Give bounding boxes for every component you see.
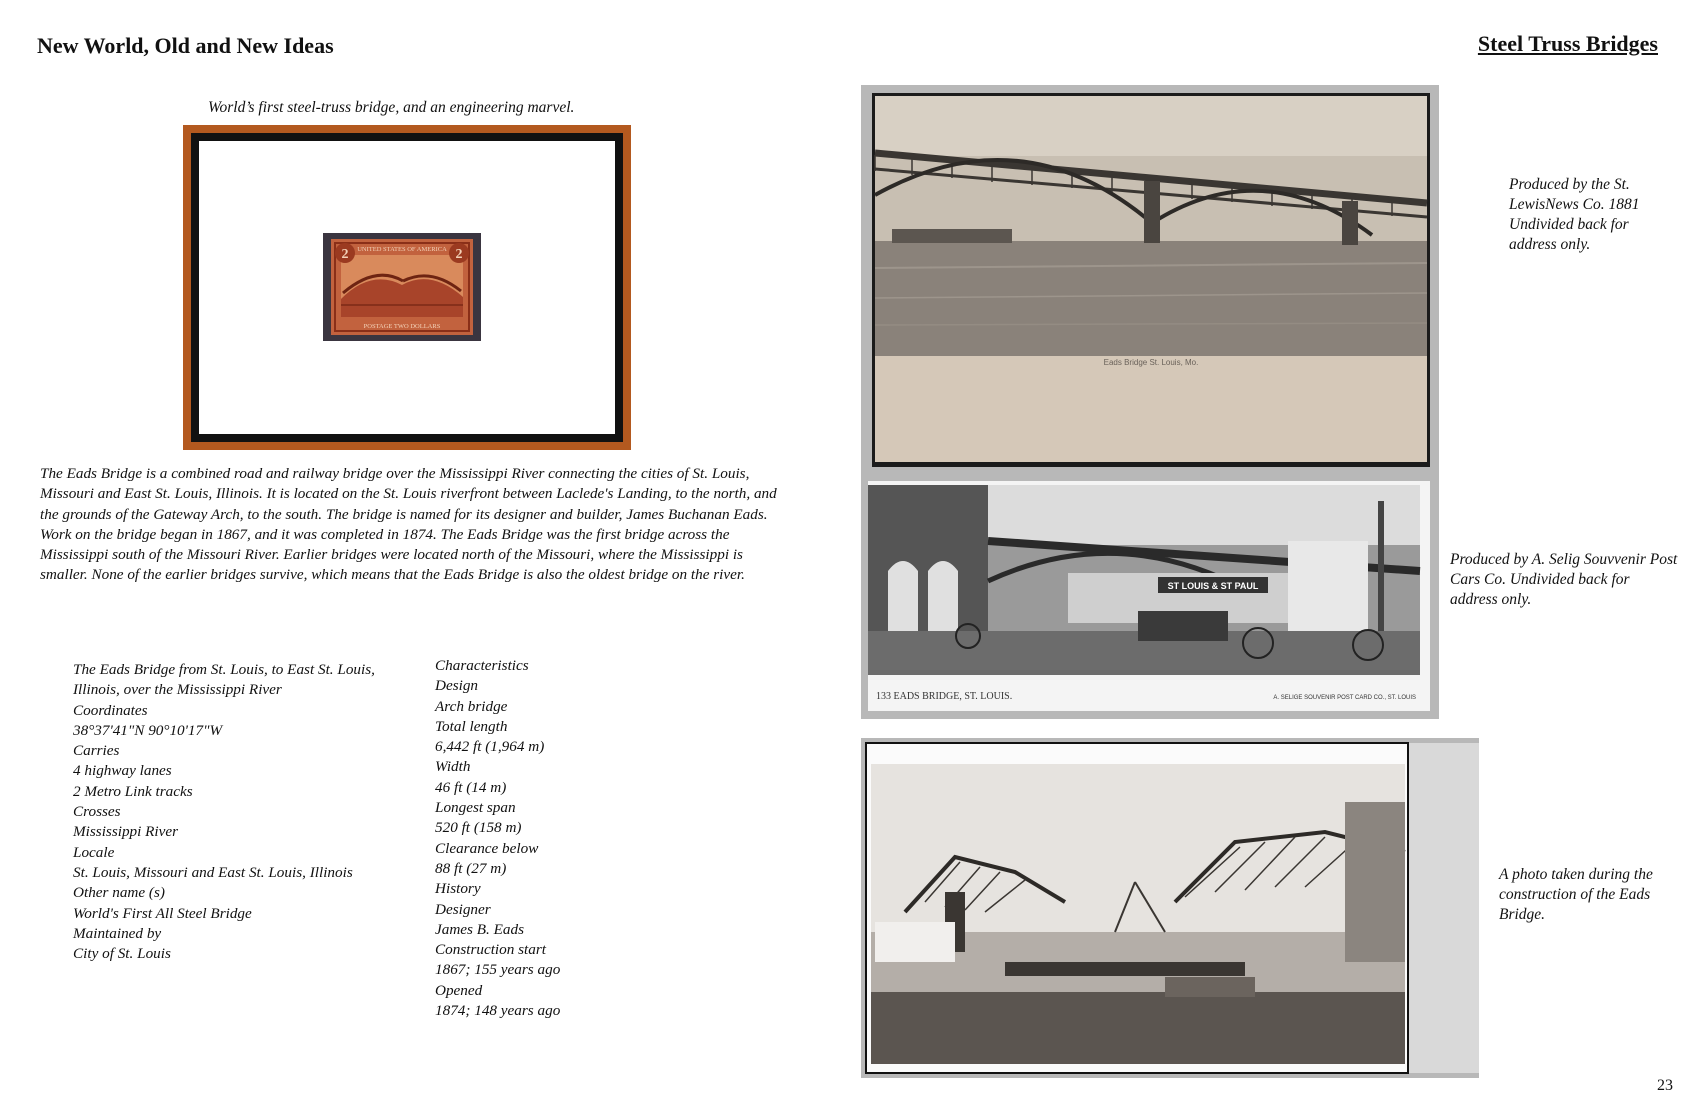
fact-line: Illinois, over the Mississippi River [73, 681, 282, 699]
fact-line: Total length [435, 717, 508, 735]
fact-line: 46 ft (14 m) [435, 778, 507, 796]
fact-line: Other name (s) [73, 884, 165, 902]
svg-text:2: 2 [455, 247, 463, 262]
postcard-2 [868, 481, 1430, 711]
postcard-1-note: Produced by the St. LewisNews Co. 1881 Undivided back for address only. [1509, 176, 1640, 253]
fact-line: Designer [435, 900, 491, 918]
fact-line: 1874; 148 years ago [435, 1002, 561, 1020]
fact-line: Coordinates [73, 701, 148, 719]
svg-text:Eads Bridge St. Louis, Mo.: Eads Bridge St. Louis, Mo. [1103, 358, 1199, 367]
svg-text:ST LOUIS & ST PAUL: ST LOUIS & ST PAUL [1167, 581, 1259, 591]
fact-line: Arch bridge [435, 697, 508, 715]
fact-line: City of St. Louis [73, 945, 171, 963]
fact-line: Longest span [435, 799, 516, 817]
fact-line: Maintained by [73, 924, 162, 942]
fact-line: 1867; 155 years ago [435, 961, 561, 979]
page-title: New World, Old and New Ideas [37, 33, 334, 58]
fact-line: Clearance below [435, 839, 539, 857]
section-title: Steel Truss Bridges [1477, 31, 1658, 56]
stamp-frame [183, 125, 631, 450]
facts-list-left [73, 660, 375, 964]
fact-line: 88 ft (27 m) [435, 859, 507, 877]
fact-line: Width [435, 758, 471, 776]
facts-list-right [435, 656, 560, 1021]
postcard-2-note: Produced by A. Selig Souvvenir Post Cars Co. Undivided back for address only. [1450, 551, 1678, 608]
fact-line: Mississippi River [73, 823, 179, 841]
svg-text:133 EADS BRIDGE, ST. LOUIS.: 133 EADS BRIDGE, ST. LOUIS. [876, 691, 1013, 702]
fact-line: 38°37'41"N 90°10'17"W [73, 721, 223, 739]
stamp-mount [323, 233, 481, 341]
fact-line: 520 ft (158 m) [435, 819, 522, 837]
fact-line: Construction start [435, 941, 546, 959]
fact-line: Locale [73, 843, 115, 861]
svg-text:A. SELIGE SOUVENIR POST CARD C: A. SELIGE SOUVENIR POST CARD CO., ST. LOUIS [1273, 695, 1416, 701]
svg-text:UNITED STATES OF AMERICA: UNITED STATES OF AMERICA [357, 246, 447, 253]
fact-line: 6,442 ft (1,964 m) [435, 738, 545, 756]
fact-line: Design [435, 677, 479, 695]
fact-line: World's First All Steel Bridge [73, 904, 252, 922]
photo-frame [861, 738, 1479, 1078]
postcard-1 [872, 93, 1430, 467]
svg-text:POSTAGE TWO DOLLARS: POSTAGE TWO DOLLARS [363, 323, 441, 330]
fact-line: 2 Metro Link tracks [73, 782, 193, 800]
construction-photo [865, 742, 1409, 1074]
bridge-description: The Eads Bridge is a combined road and railway bridge over the Mississippi River connecting the cities of St. Louis, Missouri and East St. Louis, Illinois. It is located on the St. Louis riverfront between Laclede's Landing, to the north, and the grounds of the Gateway Arch, to the south. The bridge is named for its designer and builder, James Buchanan Eads. Work on the bridge began in 1867, and it was completed in 1874. The Eads Bridge was the first bridge across the Mississippi south of the Missouri River. Earlier bridges were located north of the Missouri, where the Mississippi is smaller. None of the earlier bridges survive, which means that the Eads Bridge is also the oldest bridge on the river. [40, 465, 777, 584]
fact-line: Crosses [73, 803, 121, 821]
fact-line: 4 highway lanes [73, 762, 172, 780]
stamp-caption: World’s first steel-truss bridge, and an engineering marvel. [208, 99, 575, 116]
fact-line: St. Louis, Missouri and East St. Louis, Illinois [73, 863, 353, 881]
fact-line: James B. Eads [435, 920, 524, 938]
fact-line: The Eads Bridge from St. Louis, to East St. Louis, [73, 661, 375, 678]
fact-line: Opened [435, 981, 483, 999]
postcard-frame [861, 85, 1439, 719]
page-number: 23 [1657, 1077, 1673, 1094]
photo-note: A photo taken during the construction of the Eads Bridge. [1499, 866, 1653, 923]
fact-line: History [435, 880, 481, 898]
stamp-image [331, 239, 473, 335]
fact-line: Characteristics [435, 657, 529, 674]
fact-line: Carries [73, 742, 120, 760]
svg-text:2: 2 [341, 247, 349, 262]
